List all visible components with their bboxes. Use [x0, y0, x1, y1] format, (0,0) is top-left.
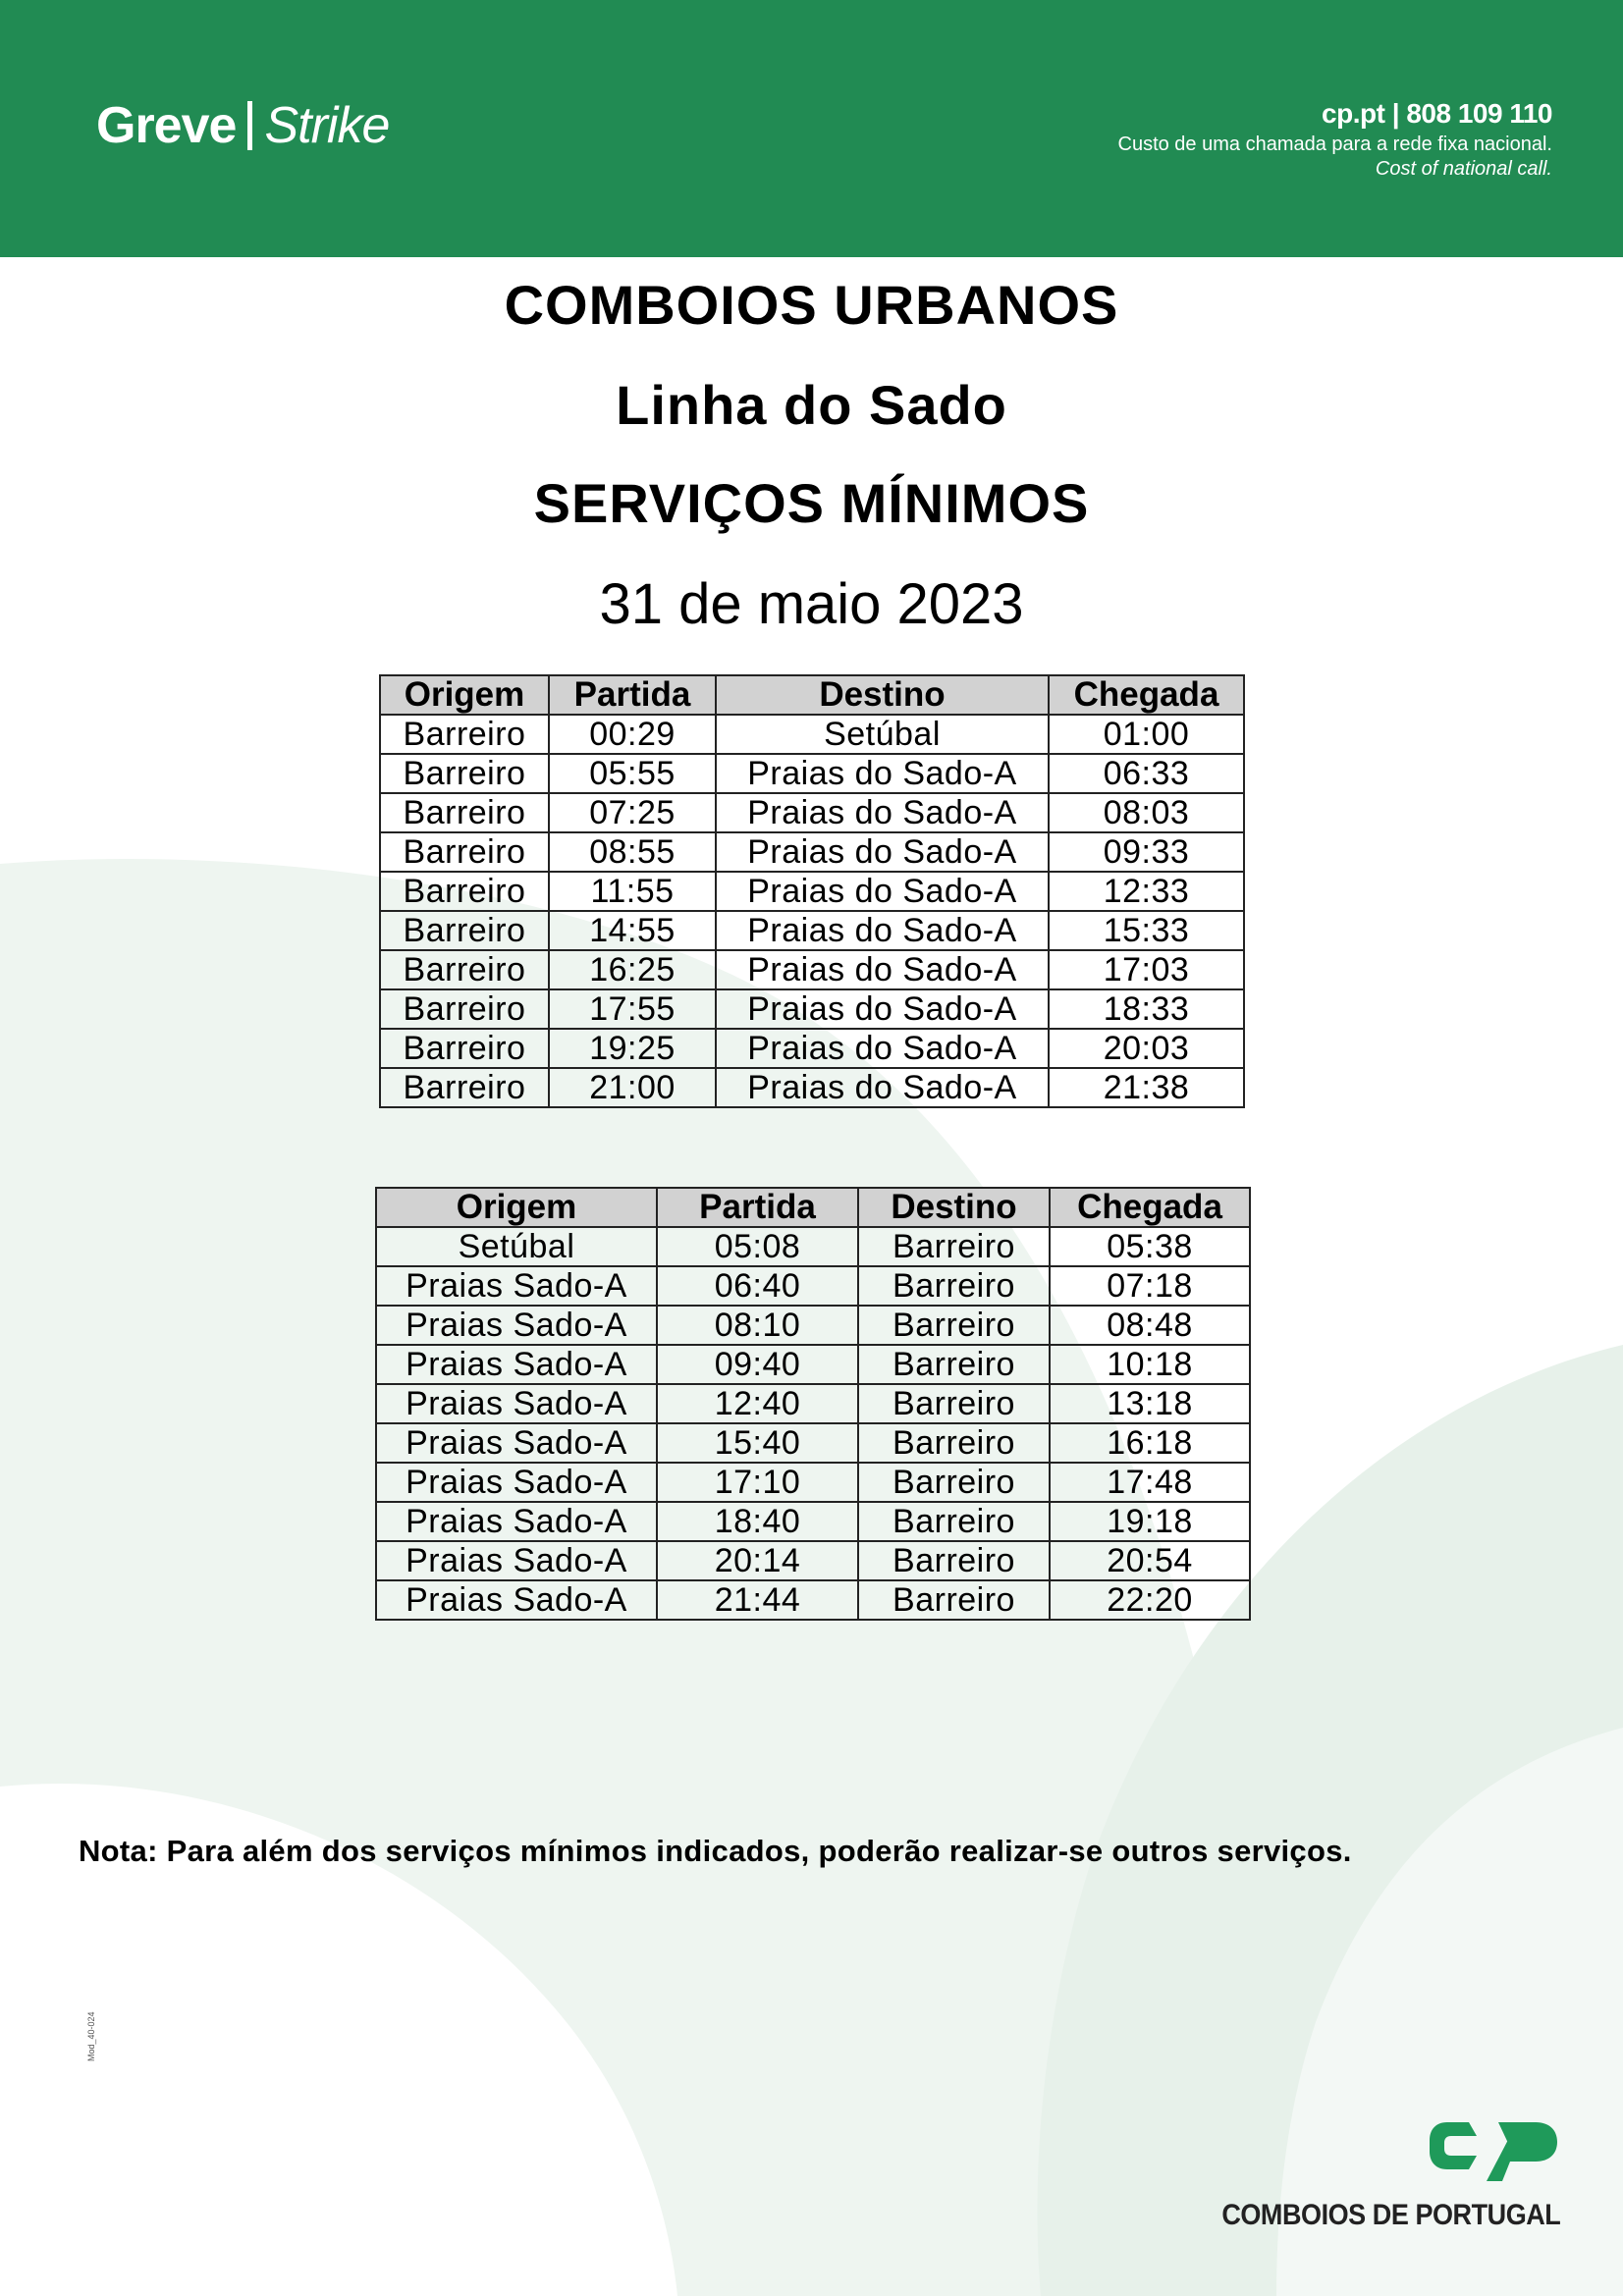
- table-cell: Praias do Sado-A: [716, 872, 1049, 911]
- table-cell: 21:44: [657, 1580, 858, 1620]
- table-cell: 08:48: [1050, 1306, 1250, 1345]
- table-row: [380, 989, 1244, 1029]
- table-row: [376, 1502, 1250, 1541]
- contact-phone: cp.pt | 808 109 110: [1322, 98, 1552, 129]
- table-cell: 20:14: [657, 1541, 858, 1580]
- table-cell: Praias Sado-A: [376, 1423, 657, 1463]
- strike-text: Strike: [264, 97, 390, 154]
- company-name: COMBOIOS DE PORTUGAL: [1220, 2199, 1560, 2231]
- title-line-2: Linha do Sado: [616, 374, 1007, 436]
- column-header: Chegada: [1049, 675, 1244, 715]
- table-row: [380, 754, 1244, 793]
- table-cell: 20:03: [1049, 1029, 1244, 1068]
- table-cell: Barreiro: [858, 1345, 1050, 1384]
- table-row: [376, 1345, 1250, 1384]
- table-cell: 16:18: [1050, 1423, 1250, 1463]
- table-cell: Barreiro: [380, 1068, 549, 1107]
- title-line-1: COMBOIOS URBANOS: [504, 274, 1119, 336]
- contact-cost-pt: Custo de uma chamada para a rede fixa nacional.: [1117, 133, 1552, 155]
- table-cell: 09:40: [657, 1345, 858, 1384]
- table-header-row: [376, 1188, 1250, 1227]
- table-cell: 06:33: [1049, 754, 1244, 793]
- table-cell: 06:40: [657, 1266, 858, 1306]
- table-cell: 15:40: [657, 1423, 858, 1463]
- table-cell: Barreiro: [858, 1423, 1050, 1463]
- table-row: [380, 1068, 1244, 1107]
- table-cell: 05:55: [549, 754, 716, 793]
- table-cell: Barreiro: [858, 1502, 1050, 1541]
- greve-separator: [247, 101, 252, 150]
- table-cell: Praias do Sado-A: [716, 1068, 1049, 1107]
- table-cell: 12:33: [1049, 872, 1244, 911]
- table-cell: Barreiro: [858, 1384, 1050, 1423]
- table-row: [376, 1580, 1250, 1620]
- table-row: [380, 1029, 1244, 1068]
- table-cell: Barreiro: [858, 1580, 1050, 1620]
- table-row: [380, 715, 1244, 754]
- table-cell: 11:55: [549, 872, 716, 911]
- table-row: [376, 1384, 1250, 1423]
- table-cell: 08:10: [657, 1306, 858, 1345]
- column-header: Origem: [380, 675, 549, 715]
- table-cell: Praias Sado-A: [376, 1306, 657, 1345]
- table-cell: 19:18: [1050, 1502, 1250, 1541]
- column-header: Partida: [549, 675, 716, 715]
- table-cell: 16:25: [549, 950, 716, 989]
- table-row: [380, 950, 1244, 989]
- table-cell: Barreiro: [380, 832, 549, 872]
- column-header: Partida: [657, 1188, 858, 1227]
- table-row: [380, 872, 1244, 911]
- table-cell: Barreiro: [380, 754, 549, 793]
- table-cell: 01:00: [1049, 715, 1244, 754]
- table-cell: Barreiro: [858, 1541, 1050, 1580]
- table-row: [376, 1227, 1250, 1266]
- table-cell: Praias do Sado-A: [716, 832, 1049, 872]
- table-cell: Praias Sado-A: [376, 1541, 657, 1580]
- table-cell: 15:33: [1049, 911, 1244, 950]
- column-header: Chegada: [1050, 1188, 1250, 1227]
- table-row: [380, 793, 1244, 832]
- cp-logo-icon: [1426, 2116, 1561, 2187]
- table-cell: Barreiro: [380, 989, 549, 1029]
- table-cell: 22:20: [1050, 1580, 1250, 1620]
- table-cell: 12:40: [657, 1384, 858, 1423]
- table-cell: Setúbal: [376, 1227, 657, 1266]
- form-reference: Mod_40-024: [86, 2011, 96, 2061]
- table-cell: 07:25: [549, 793, 716, 832]
- table-cell: 18:33: [1049, 989, 1244, 1029]
- table-cell: Praias Sado-A: [376, 1345, 657, 1384]
- table-cell: Praias do Sado-A: [716, 911, 1049, 950]
- table-cell: Barreiro: [380, 1029, 549, 1068]
- table-cell: 14:55: [549, 911, 716, 950]
- table-cell: Praias Sado-A: [376, 1502, 657, 1541]
- table-cell: 18:40: [657, 1502, 858, 1541]
- table-cell: Praias Sado-A: [376, 1384, 657, 1423]
- table-cell: 17:03: [1049, 950, 1244, 989]
- column-header: Origem: [376, 1188, 657, 1227]
- table-cell: Setúbal: [716, 715, 1049, 754]
- table-cell: Barreiro: [858, 1227, 1050, 1266]
- table-cell: 20:54: [1050, 1541, 1250, 1580]
- table-cell: 17:10: [657, 1463, 858, 1502]
- table-cell: Barreiro: [380, 872, 549, 911]
- column-header: Destino: [858, 1188, 1050, 1227]
- table-row: [376, 1463, 1250, 1502]
- table-cell: Praias do Sado-A: [716, 950, 1049, 989]
- table-row: [380, 911, 1244, 950]
- table-row: [376, 1423, 1250, 1463]
- table-row: [380, 832, 1244, 872]
- table-cell: 08:55: [549, 832, 716, 872]
- table-cell: Barreiro: [380, 715, 549, 754]
- table-cell: 05:08: [657, 1227, 858, 1266]
- table-cell: 21:00: [549, 1068, 716, 1107]
- table-cell: Barreiro: [380, 793, 549, 832]
- table-row: [376, 1306, 1250, 1345]
- table-cell: 21:38: [1049, 1068, 1244, 1107]
- schedule-table-outbound: [379, 674, 1245, 1108]
- table-cell: Barreiro: [858, 1306, 1050, 1345]
- table-cell: Praias Sado-A: [376, 1266, 657, 1306]
- table-cell: 07:18: [1050, 1266, 1250, 1306]
- table-cell: Praias do Sado-A: [716, 989, 1049, 1029]
- table-cell: 08:03: [1049, 793, 1244, 832]
- table-cell: 19:25: [549, 1029, 716, 1068]
- schedule-table-inbound: [375, 1187, 1251, 1621]
- table-cell: Barreiro: [858, 1266, 1050, 1306]
- header-banner: [0, 0, 1623, 257]
- table-cell: 10:18: [1050, 1345, 1250, 1384]
- contact-info: [1118, 98, 1553, 181]
- table-row: [376, 1266, 1250, 1306]
- table-cell: 00:29: [549, 715, 716, 754]
- note-text: Nota: Para além dos serviços mínimos indicados, poderão realizar-se outros serviços.: [79, 1834, 1352, 1868]
- contact-cost-en: Cost of national call.: [1375, 158, 1552, 180]
- table-cell: Praias do Sado-A: [716, 754, 1049, 793]
- title-date: 31 de maio 2023: [599, 572, 1024, 636]
- table-cell: Barreiro: [380, 950, 549, 989]
- table-cell: Praias Sado-A: [376, 1463, 657, 1502]
- title-line-3: SERVIÇOS MÍNIMOS: [533, 472, 1090, 534]
- greve-strike-label: [96, 96, 389, 155]
- table-cell: 05:38: [1050, 1227, 1250, 1266]
- table-cell: 13:18: [1050, 1384, 1250, 1423]
- table-cell: Praias do Sado-A: [716, 1029, 1049, 1068]
- column-header: Destino: [716, 675, 1049, 715]
- table-cell: Praias do Sado-A: [716, 793, 1049, 832]
- table-cell: Barreiro: [380, 911, 549, 950]
- table-cell: Barreiro: [858, 1463, 1050, 1502]
- greve-text: Greve: [96, 97, 237, 154]
- table-cell: 17:55: [549, 989, 716, 1029]
- table-header-row: [380, 675, 1244, 715]
- table-cell: 09:33: [1049, 832, 1244, 872]
- table-cell: Praias Sado-A: [376, 1580, 657, 1620]
- table-row: [376, 1541, 1250, 1580]
- table-cell: 17:48: [1050, 1463, 1250, 1502]
